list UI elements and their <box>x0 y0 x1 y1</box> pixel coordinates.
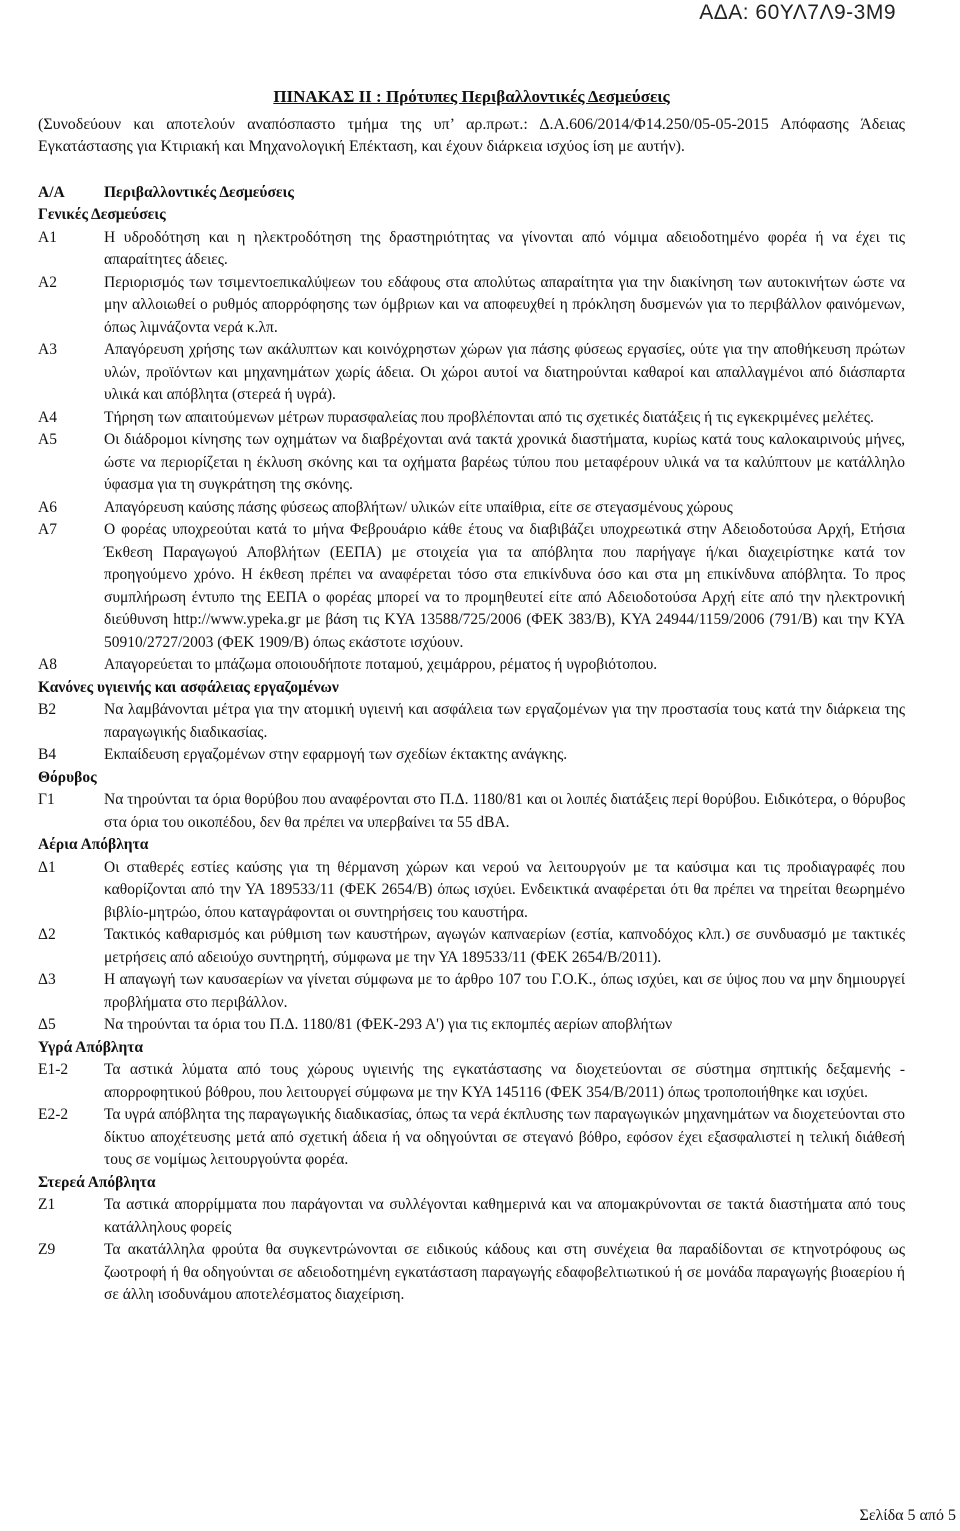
section-heading: Στερεά Απόβλητα <box>38 1173 156 1191</box>
commitment-text: Η απαγωγή των καυσαερίων να γίνεται σύμφωνα με το άρθρο 107 του Γ.Ο.Κ., όπως ισχύει, και σε ύψος που να μην δημιουργεί προβλήματα στο περιβάλλον. <box>104 971 905 1011</box>
commitment-row <box>38 1014 905 1037</box>
table-header-text: Περιβαλλοντικές Δεσμεύσεις <box>104 183 294 201</box>
commitment-code: Δ3 <box>38 971 56 988</box>
commitment-text: Οι διάδρομοι κίνησης των οχημάτων να διαβρέχονται ανά τακτά χρονικά διαστήματα, κυρίως κατά τους καλοκαιρινούς μήνες, ώστε να περιορίζεται η έκλυση σκόνης και τα οχήματα βαρέως τύπου που μεταφέρουν υλικά να τα καλύπτουν με κατάλληλο ύφασμα για τη συγκράτηση της σκόνης. <box>104 431 905 493</box>
commitment-code: Α8 <box>38 656 57 673</box>
commitment-row <box>38 1239 905 1307</box>
commitment-row <box>38 857 905 925</box>
commitment-text: Η υδροδότηση και η ηλεκτροδότηση της δραστηριότητας να γίνονται από νόμιμα αδειοδοτημένο φορέα ή να έχει τις απαραίτητες άδειες. <box>104 228 905 268</box>
commitment-text: Να τηρούνται τα όρια του Π.Δ. 1180/81 (ΦΕΚ-293 Α') για τις εκπομπές αερίων αποβλήτων <box>104 1016 673 1033</box>
commitment-code: Α5 <box>38 431 57 448</box>
commitment-text: Οι σταθερές εστίες καύσης για τη θέρμανση χώρων και νερού να λειτουργούν με τα καύσιμα και τις προδιαγραφές που καθορίζονται από την ΥΑ 189533/11 (ΦΕΚ 2654/Β) όπως ισχύει. Ενδεικτικά αναφέρεται ότι θα πρέπει να τηρείται θεωρημένο βιβλίο-μητρώο, όπου καταγράφονται οι συντηρήσεις του καυστήρα. <box>104 858 905 921</box>
commitment-row <box>38 1059 905 1104</box>
commitment-code: Α4 <box>38 408 57 426</box>
commitment-row <box>38 429 905 497</box>
commitment-code: Α1 <box>38 228 57 246</box>
commitment-text: Εκπαίδευση εργαζομένων στην εφαρμογή των σχεδίων έκτακτης ανάγκης. <box>104 746 568 763</box>
commitment-text: Τακτικός καθαρισμός και ρύθμιση των καυστήρων, αγωγών καπναερίων (εστία, καπνοδόχος κλπ.) σε συνδυασμό με τακτικές μετρήσεις από αδειούχο συντηρητή, σύμφωνα με την ΥΑ 189533/11 (ΦΕΚ 2654/Β/2011). <box>104 926 905 966</box>
commitment-row <box>38 969 905 1014</box>
commitment-text: Ο φορέας υποχρεούται κατά το μήνα Φεβρουάριο κάθε έτους να διαβιβάζει υποχρεωτικά στην Αδειοδοτούσα Αρχή, Ετήσια Έκθεση Παραγωγού Αποβλήτων (ΕΕΠΑ) με στοιχεία για τα απόβλητα που παρήγαγε ή/και διαχειρίστηκε κατά τον προηγούμενο χρόνο. Η έκθεση πρέπει να αναφέρεται τόσο στα επικίνδυνα όσο και στα μη επικίνδυνα απόβλητα. Το προς συμπλήρωση έντυπο της ΕΕΠΑ ο φορέας μπορεί να το προμηθευτεί είτε από Αδειοδοτούσα Αρχή είτε από την ηλεκτρονική διεύθυνση http://www.ypeka.gr με βάση τις ΚΥΑ 13588/725/2006 (ΦΕΚ 383/Β), ΚΥΑ 24944/1159/2006 (791/Β) και την ΚΥΑ 50910/2727/2003 (ΦΕΚ 1909/Β) όπως εκάστοτε ισχύουν. <box>104 521 905 651</box>
commitment-code: Δ5 <box>38 1016 56 1033</box>
commitment-row <box>38 519 905 654</box>
page-number: Σελίδα 5 από 5 <box>859 1506 956 1524</box>
section-heading: Γενικές Δεσμεύσεις <box>38 206 166 223</box>
commitment-row <box>38 407 905 430</box>
commitment-code: Α6 <box>38 498 57 516</box>
ada-header: ΑΔΑ: 60ΥΛ7Λ9-3Μ9 <box>699 1 896 24</box>
commitment-text: Απαγορεύεται το μπάζωμα οποιουδήποτε ποταμού, χειμάρρου, ρέματος ή υγροβιότοπου. <box>104 656 658 673</box>
commitment-text: Να λαμβάνονται μέτρα για την ατομική υγιεινή και ασφάλεια των εργαζομένων για την προστασία τους κατά την διάρκεια της παραγωγικής διαδικασίας. <box>104 701 905 741</box>
document-page <box>38 86 905 1307</box>
section-heading: Υγρά Απόβλητα <box>38 1038 144 1056</box>
commitment-code: Γ1 <box>38 791 55 808</box>
commitment-text: Απαγόρευση καύσης πάσης φύσεως αποβλήτων/ υλικών είτε υπαίθρια, είτε σε στεγασμένους χώρους <box>104 498 733 516</box>
commitment-text: Τα υγρά απόβλητα της παραγωγικής διαδικασίας, όπως τα νερά έκπλυσης των παραγωγικών μηχανημάτων να διοχετεύονται στο δίκτυο αποχέτευσης μετά από σχετική άδεια ή να οδηγούνται σε στεγανό βόθρο, εφόσον έχει εξασφαλιστεί η τελική διάθεσή τους σε νομίμως λειτουργούντα φορέα. <box>104 1106 905 1168</box>
commitment-row <box>38 1104 905 1172</box>
commitment-code: Ζ1 <box>38 1196 56 1213</box>
commitment-code: Α2 <box>38 273 57 291</box>
commitment-code: Β2 <box>38 701 57 718</box>
commitment-code: Α7 <box>38 521 57 538</box>
commitment-text: Τα αστικά λύματα από τους χώρους υγιεινής της εγκατάστασης να διοχετεύονται σε σύστημα σηπτικής δεξαμενής - απορροφητικού βόθρου, που λειτουργεί σύμφωνα με την ΚΥΑ 145116 (ΦΕΚ 354/Β/2011) όπως τροποποιήθηκε και ισχύει. <box>104 1061 905 1101</box>
section-heading: Κανόνες υγιεινής και ασφάλειας εργαζομένων <box>38 678 339 696</box>
commitment-row <box>38 272 905 340</box>
table-header-code: Α/Α <box>38 183 65 201</box>
table-header <box>38 182 905 205</box>
document-title: ΠΙΝΑΚΑΣ ΙΙ : Πρότυπες Περιβαλλοντικές Δεσμεύσεις <box>273 87 670 106</box>
section-heading: Θόρυβος <box>38 768 97 786</box>
commitment-row <box>38 744 905 767</box>
commitment-row <box>38 654 905 677</box>
commitment-row <box>38 1194 905 1239</box>
section-heading: Αέρια Απόβλητα <box>38 836 149 853</box>
commitment-text: Απαγόρευση χρήσης των ακάλυπτων και κοινόχρηστων χώρων για πάσης φύσεως εργασίες, ούτε για την αποθήκευση πρώτων υλών, προϊόντων και μηχανημάτων χωρίς άδεια. Οι χώροι αυτοί να διατηρούνται καθαροί και απαλλαγμένοι από διάσπαρτα υλικά και απόβλητα (στερεά ή υγρά). <box>104 341 905 403</box>
commitment-text: Τα ακατάλληλα φρούτα θα συγκεντρώνονται σε ειδικούς κάδους και στη συνέχεια θα παραδίδονται σε κτηνοτρόφους ως ζωοτροφή ή θα οδηγούνται σε αδειοδοτημένη εγκατάσταση παραγωγής εδαφοβελτιωτικού ή σε μονάδα παραγωγής βιοαερίου ή σε άλλη ισοδυνάμου αποτελέσματος διαχείριση. <box>104 1241 905 1303</box>
commitment-code: Ε2-2 <box>38 1106 69 1123</box>
commitment-row <box>38 699 905 744</box>
commitment-code: Δ1 <box>38 858 56 876</box>
intro-paragraph: (Συνοδεύουν και αποτελούν αναπόσπαστο τμήμα της υπ’ αρ.πρωτ.: Δ.Α.606/2014/Φ14.250/05-05-2015 Απόφασης Άδειας Εγκατάστασης για Κτιριακή και Μηχανολογική Επέκταση, και έχουν διάρκεια ισχύος ίση με αυτήν). <box>38 115 905 155</box>
commitment-code: Ζ9 <box>38 1241 56 1258</box>
commitment-text: Τα αστικά απορρίμματα που παράγονται να συλλέγονται καθημερινά και να απομακρύνονται σε τακτά διαστήματα από τους κατάλληλους φορείς <box>104 1196 905 1236</box>
commitment-text: Περιορισμός των τσιμεντοεπικαλύψεων του εδάφους στα απολύτως απαραίτητα για την διακίνηση των αυτοκινήτων ώστε να μην αλλοιωθεί ο ρυθμός απορρόφησης των όμβριων και να αποφευχθεί η πρόκληση δυσμενών για το περιβάλλον φαινόμενων, όπως λιμνάζοντα νερά κ.λπ. <box>104 273 905 336</box>
commitment-row <box>38 924 905 969</box>
commitment-text: Τήρηση των απαιτούμενων μέτρων πυρασφαλείας που προβλέπονται από τις σχετικές διατάξεις ή τις εγκεκριμένες μελέτες. <box>104 408 874 426</box>
commitment-code: Δ2 <box>38 926 56 943</box>
commitment-row <box>38 227 905 272</box>
commitment-code: Α3 <box>38 341 57 358</box>
commitment-code: Ε1-2 <box>38 1061 69 1078</box>
commitment-row <box>38 497 905 520</box>
commitment-text: Να τηρούνται τα όρια θορύβου που αναφέρονται στο Π.Δ. 1180/81 και οι λοιπές διατάξεις περί θορύβου. Ειδικότερα, ο θόρυβος στα όρια του οικοπέδου, δεν θα πρέπει να υπερβαίνει τα 55 dBA. <box>104 791 905 831</box>
commitment-code: Β4 <box>38 746 57 763</box>
commitment-row <box>38 339 905 407</box>
commitment-row <box>38 789 905 834</box>
